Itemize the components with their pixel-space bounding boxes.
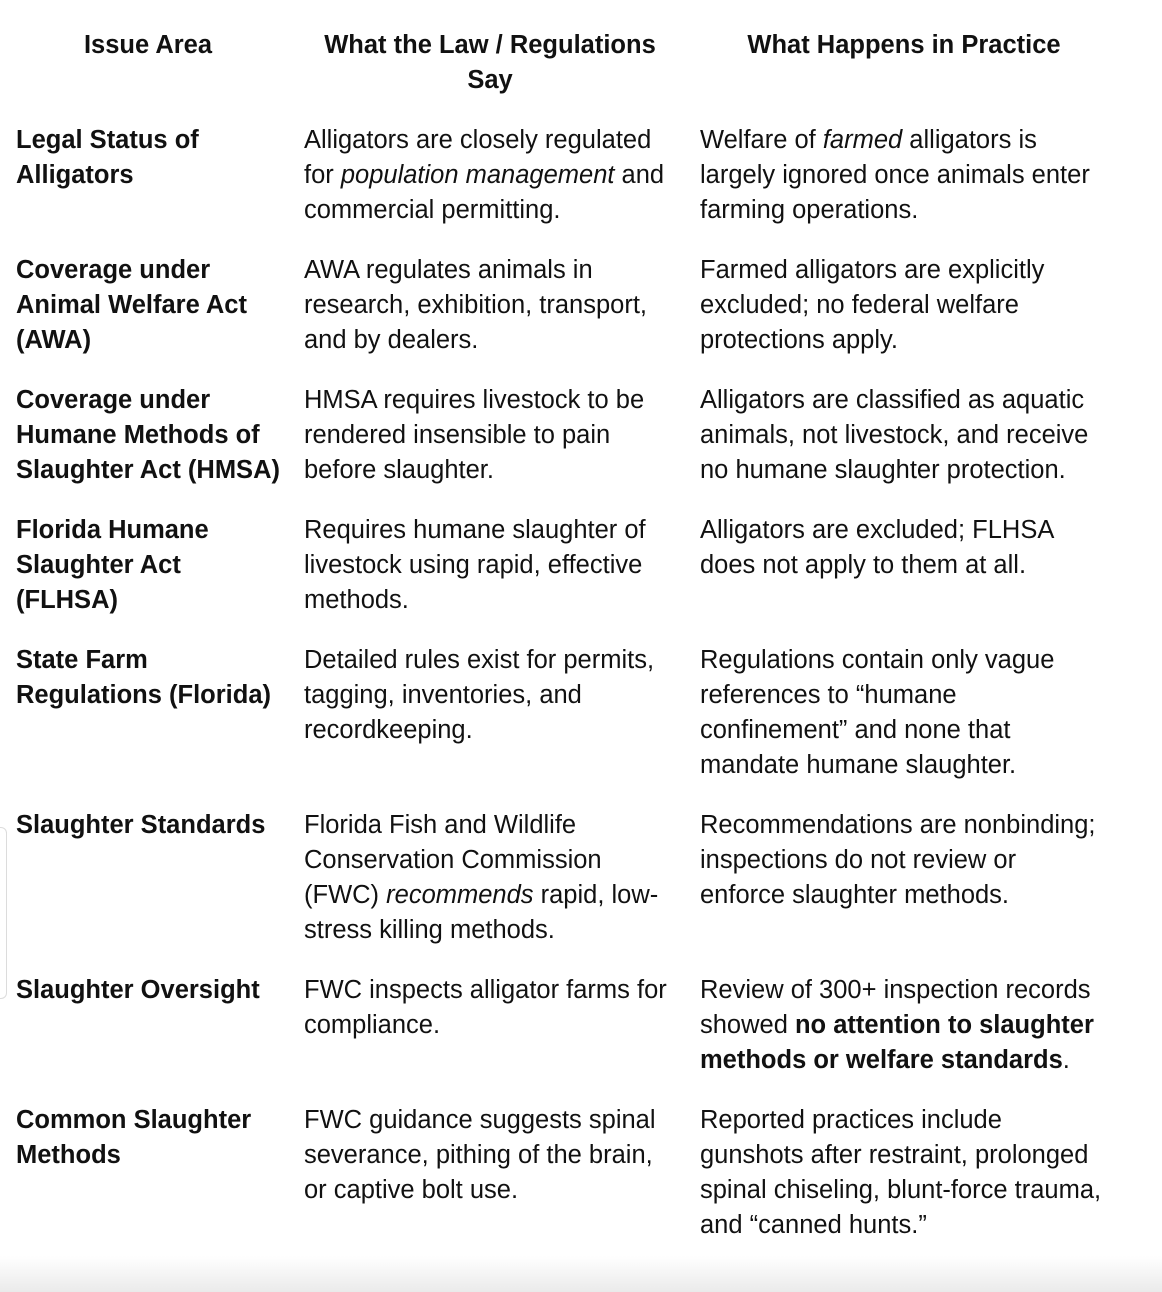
- law-cell: FWC guidance suggests spinal severance, pithing of the brain, or captive bolt use.: [304, 1106, 656, 1204]
- issue-cell: Legal Status of Alligators: [16, 126, 199, 189]
- law-cell: Detailed rules exist for permits, tagging, inventories, and recordkeeping.: [304, 646, 655, 744]
- practice-text: Welfare of: [700, 126, 823, 154]
- issue-cell: Slaughter Standards: [16, 811, 266, 839]
- table-row: [4, 253, 1120, 383]
- table-row: [4, 383, 1120, 513]
- column-header-practice: What Happens in Practice: [747, 31, 1061, 59]
- law-text: rapid, low-stress killing methods.: [304, 881, 659, 944]
- practice-cell: Alligators are excluded; FLHSA does not apply to them at all.: [700, 516, 1053, 579]
- law-emphasis: recommends: [386, 881, 534, 909]
- law-text: and commercial permitting.: [304, 161, 665, 224]
- law-cell: Requires humane slaughter of livestock using rapid, effective methods.: [304, 516, 646, 614]
- column-header-issue-area: Issue Area: [83, 31, 213, 59]
- issue-cell: Coverage under Animal Welfare Act (AWA): [16, 256, 247, 354]
- law-cell: FWC inspects alligator farms for compliance.: [304, 976, 667, 1039]
- table-row: [4, 513, 1120, 643]
- practice-cell: Farmed alligators are explicitly excluded; no federal welfare protections apply.: [700, 256, 1045, 354]
- issue-cell: Common Slaughter Methods: [16, 1106, 252, 1169]
- practice-cell: Recommendations are nonbinding; inspections do not review or enforce slaughter methods.: [700, 811, 1096, 909]
- table-row: [4, 123, 1120, 253]
- law-text: Alligators are closely regulated for: [304, 126, 652, 189]
- law-cell: [292, 123, 688, 253]
- issue-cell: Coverage under Humane Methods of Slaughter Act (HMSA): [16, 386, 280, 484]
- practice-cell: Regulations contain only vague references to “humane confinement” and none that mandate humane slaughter.: [700, 646, 1055, 779]
- practice-strong: no attention to slaughter methods or welfare standards: [700, 1011, 1094, 1074]
- bottom-fade: [0, 1256, 1162, 1292]
- practice-cell: Alligators are classified as aquatic animals, not livestock, and receive no humane slaughter protection.: [700, 386, 1089, 484]
- comparison-table: [4, 23, 1120, 1268]
- law-cell: [292, 808, 688, 973]
- issue-cell: Florida Humane Slaughter Act (FLHSA): [16, 516, 209, 614]
- law-cell: HMSA requires livestock to be rendered insensible to pain before slaughter.: [304, 386, 645, 484]
- issue-cell: State Farm Regulations (Florida): [16, 646, 271, 709]
- table-row: [4, 1103, 1120, 1268]
- issue-cell: Slaughter Oversight: [16, 976, 260, 1004]
- practice-text: Review of 300+ inspection records showed: [700, 976, 1091, 1039]
- column-header-law: What the Law / Regulations Say: [324, 31, 656, 94]
- practice-cell: [688, 973, 1120, 1103]
- table-row: [4, 973, 1120, 1103]
- practice-text: .: [1062, 1046, 1070, 1074]
- law-cell: AWA regulates animals in research, exhibition, transport, and by dealers.: [304, 256, 648, 354]
- law-emphasis: population management: [340, 161, 615, 189]
- law-text: Florida Fish and Wildlife Conservation Commission (FWC): [304, 811, 602, 909]
- practice-cell: Reported practices include gunshots after restraint, prolonged spinal chiseling, blunt-force trauma, and “canned hunts.”: [700, 1106, 1102, 1239]
- practice-emphasis: farmed: [822, 126, 903, 154]
- practice-text: alligators is largely ignored once animals enter farming operations.: [700, 126, 1090, 224]
- practice-cell: [688, 123, 1120, 253]
- table-row: [4, 808, 1120, 973]
- table-header-row: [4, 23, 1120, 123]
- table-row: [4, 643, 1120, 808]
